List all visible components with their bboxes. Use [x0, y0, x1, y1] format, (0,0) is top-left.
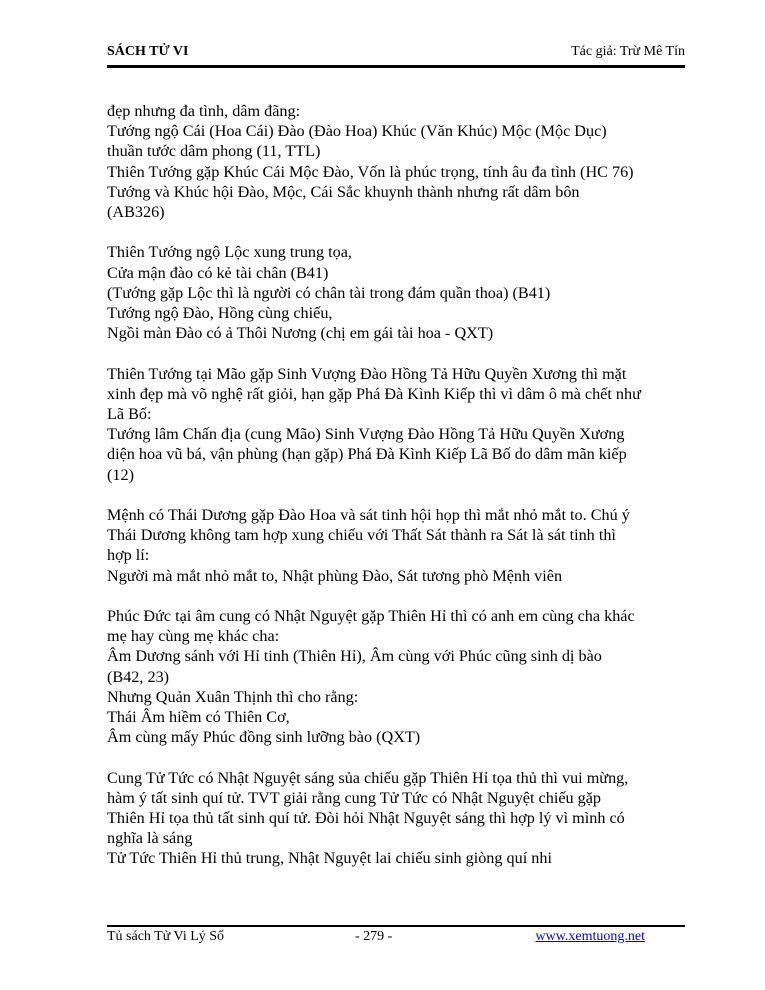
text-line: diện hoa vũ bá, vận phùng (hạn gặp) Phá Đà Kình Kiếp Lã Bố do dâm mãn kiếp [107, 445, 627, 464]
text-line: đẹp nhưng đa tình, dâm đãng: [107, 102, 301, 120]
text-line: Mệnh có Thái Dương gặp Đào Hoa và sát tinh hội họp thì mắt nhỏ mắt to. Chú ý [107, 506, 630, 525]
website-link[interactable]: www.xemtuong.net [535, 929, 645, 944]
author-credit: Tác giả: Trừ Mê Tín [571, 44, 685, 59]
page-header [107, 44, 685, 66]
text-line: (AB326) [107, 203, 165, 222]
header-divider [107, 65, 685, 68]
text-line: Âm cùng mấy Phúc đồng sinh lưỡng bào (QXT) [107, 728, 421, 747]
text-line: Lã Bố: [107, 405, 152, 424]
text-line: Tử Tức Thiên Hỉ thủ trung, Nhật Nguyệt lai chiếu sinh giòng quí nhi [107, 849, 552, 868]
text-line: Tướng và Khúc hội Đào, Mộc, Cái Sắc khuynh thành nhưng rất dâm bôn [107, 182, 580, 201]
paragraph [107, 101, 692, 222]
page-footer [107, 929, 685, 949]
text-line: mẹ hay cùng mẹ khác cha: [107, 627, 280, 646]
text-line: Tướng ngộ Cái (Hoa Cái) Đào (Đào Hoa) Khúc (Văn Khúc) Mộc (Mộc Dục) [107, 122, 607, 141]
text-line: Nhưng Quản Xuân Thịnh thì cho rằng: [107, 687, 359, 706]
text-line: Âm Dương sánh với Hỉ tinh (Thiên Hỉ), Âm cùng với Phúc cũng sinh dị bào [107, 647, 602, 666]
text-line: (B42, 23) [107, 667, 170, 686]
footer-series: Tủ sách Tử Vi Lý Số [107, 929, 225, 944]
text-line: hợp lí: [107, 546, 150, 565]
text-line: Cửa mận đào có kẻ tài chân (B41) [107, 263, 329, 282]
page-number: - 279 - [355, 929, 393, 944]
text-line: Thái Dương không tam hợp xung chiếu với Thất Sát thành ra Sát là sát tinh thì [107, 526, 616, 545]
book-title: SÁCH TỬ VI [107, 44, 189, 59]
text-line: thuần tước dâm phong (11, TTL) [107, 142, 321, 161]
text-line: (Tướng gặp Lộc thì là người có chân tài trong đám quần thoa) (B41) [107, 283, 551, 302]
text-line: (12) [107, 465, 134, 484]
text-line: Người mà mắt nhỏ mắt to, Nhật phùng Đào, Sát tương phò Mệnh viên [107, 566, 563, 585]
text-line: Ngồi màn Đào có ả Thôi Nương (chị em gái tài hoa - QXT) [107, 324, 494, 343]
paragraph [107, 768, 692, 869]
text-line: Thiên Tướng ngộ Lộc xung trung tọa, [107, 243, 352, 262]
paragraph [107, 364, 692, 485]
text-line: Phúc Đức tại âm cung có Nhật Nguyệt gặp Thiên Hỉ thì có anh em cùng cha khác [107, 607, 635, 626]
text-line: Thiên Tướng gặp Khúc Cái Mộc Đào, Vốn là phúc trọng, tính âu đa tình (HC 76) [107, 162, 634, 181]
text-line: Thiên Tướng tại Mão gặp Sinh Vượng Đào Hồng Tả Hữu Quyền Xương thì mặt [107, 364, 627, 383]
paragraph [107, 606, 692, 747]
page-body [107, 101, 692, 889]
text-line: Thái Âm hiềm có Thiên Cơ, [107, 708, 290, 727]
text-line: xinh đẹp mà võ nghệ rất giỏi, hạn gặp Phá Đà Kình Kiếp thì vì dâm ô mà chết như [107, 384, 641, 403]
footer-divider [107, 925, 685, 927]
text-line: Cung Tử Tức có Nhật Nguyệt sáng sủa chiếu gặp Thiên Hỉ tọa thủ thì vui mừng, [107, 768, 629, 787]
text-line: Thiên Hỉ tọa thủ tất sinh quí tử. Đòi hỏi Nhật Nguyệt sáng thì hợp lý vì mình có [107, 809, 625, 828]
paragraph [107, 505, 692, 586]
text-line: nghĩa là sáng [107, 829, 193, 848]
text-line: hàm ý tất sinh quí tử. TVT giải rằng cung Tử Tức có Nhật Nguyệt chiếu gặp [107, 788, 602, 807]
text-line: Tướng lâm Chấn địa (cung Mão) Sinh Vượng Đào Hồng Tả Hữu Quyền Xương [107, 425, 625, 444]
text-line: Tướng ngộ Đào, Hồng cùng chiếu, [107, 304, 333, 323]
paragraph [107, 242, 692, 343]
